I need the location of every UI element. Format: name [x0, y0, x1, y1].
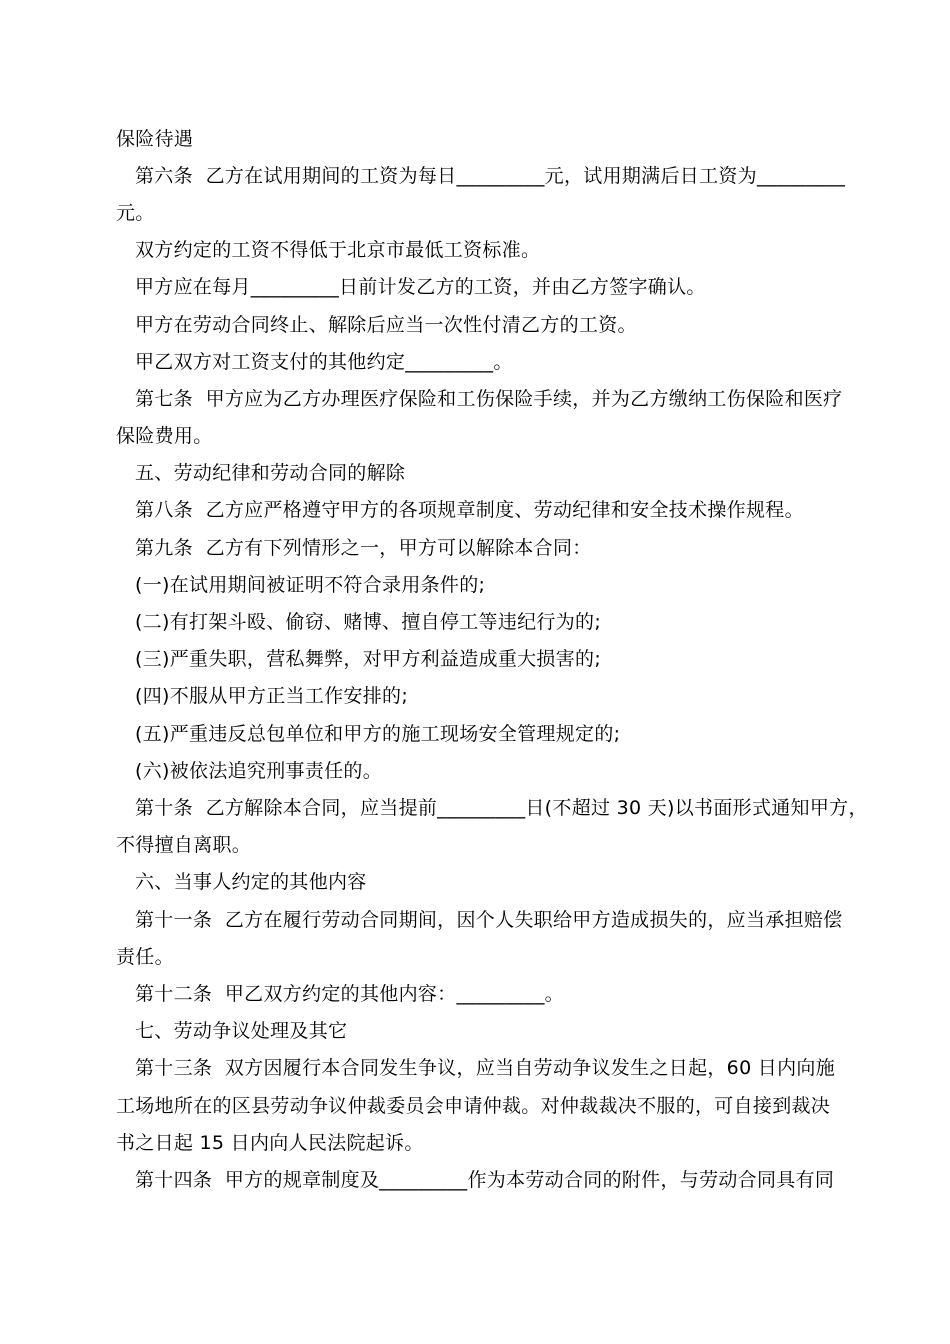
list-item: (一)在试用期间被证明不符合录用条件的; [135, 574, 486, 596]
text-line: 保险待遇 [116, 128, 194, 150]
section-heading: 五、劳动纪律和劳动合同的解除 [135, 462, 406, 484]
text-line: 甲方在劳动合同终止、解除后应当一次性付清乙方的工资。 [135, 314, 637, 336]
list-item: (六)被依法追究刑事责任的。 [135, 760, 383, 782]
article-7-line-1: 第七条 甲方应为乙方办理医疗保险和工伤保险手续，并为乙方缴纳工伤保险和医疗 [135, 388, 843, 410]
article-8: 第八条 乙方应严格遵守甲方的各项规章制度、劳动纪律和安全技术操作规程。 [135, 499, 804, 521]
text-line: 不得擅自离职。 [116, 834, 252, 856]
text-line: 双方约定的工资不得低于北京市最低工资标准。 [135, 239, 541, 261]
text-line: 保险费用。 [116, 425, 213, 447]
section-heading: 七、劳动争议处理及其它 [135, 1020, 348, 1042]
article-11-line-1: 第十一条 乙方在履行劳动合同期间，因个人失职给甲方造成损失的，应当承担赔偿 [135, 909, 843, 931]
article-13-line-1: 第十三条 双方因履行本合同发生争议，应当自劳动争议发生之日起，60 日内向施 [135, 1057, 835, 1079]
list-item: (二)有打架斗殴、偷窃、赌博、擅自停工等违纪行为的; [135, 611, 602, 633]
text-line: 责任。 [116, 946, 174, 968]
section-heading: 六、当事人约定的其他内容 [135, 871, 367, 893]
list-item: (四)不服从甲方正当工作安排的; [135, 685, 409, 707]
article-14-line-1: 第十四条 甲方的规章制度及_________作为本劳动合同的附件，与劳动合同具有同 [135, 1169, 835, 1191]
article-6-line-1: 第六条 乙方在试用期间的工资为每日_________元，试用期满后日工资为_________ [135, 165, 846, 187]
list-item: (三)严重失职，营私舞弊，对甲方利益造成重大损害的; [135, 648, 602, 670]
text-line: 元。 [116, 202, 155, 224]
article-10-line-1: 第十条 乙方解除本合同，应当提前_________日(不超过 30 天)以书面形式通知甲方， [135, 797, 868, 819]
text-line: 甲方应在每月_________日前计发乙方的工资，并由乙方签字确认。 [135, 276, 706, 298]
text-line: 工场地所在的区县劳动争议仲裁委员会申请仲裁。对仲裁裁决不服的，可自接到裁决 [116, 1095, 831, 1117]
article-12: 第十二条 甲乙双方约定的其他内容：_________。 [135, 983, 564, 1005]
list-item: (五)严重违反总包单位和甲方的施工现场安全管理规定的; [135, 723, 621, 745]
article-9: 第九条 乙方有下列情形之一，甲方可以解除本合同： [135, 537, 592, 559]
text-line: 书之日起 15 日内向人民法院起诉。 [116, 1132, 424, 1154]
text-line: 甲乙双方对工资支付的其他约定_________。 [135, 351, 513, 373]
